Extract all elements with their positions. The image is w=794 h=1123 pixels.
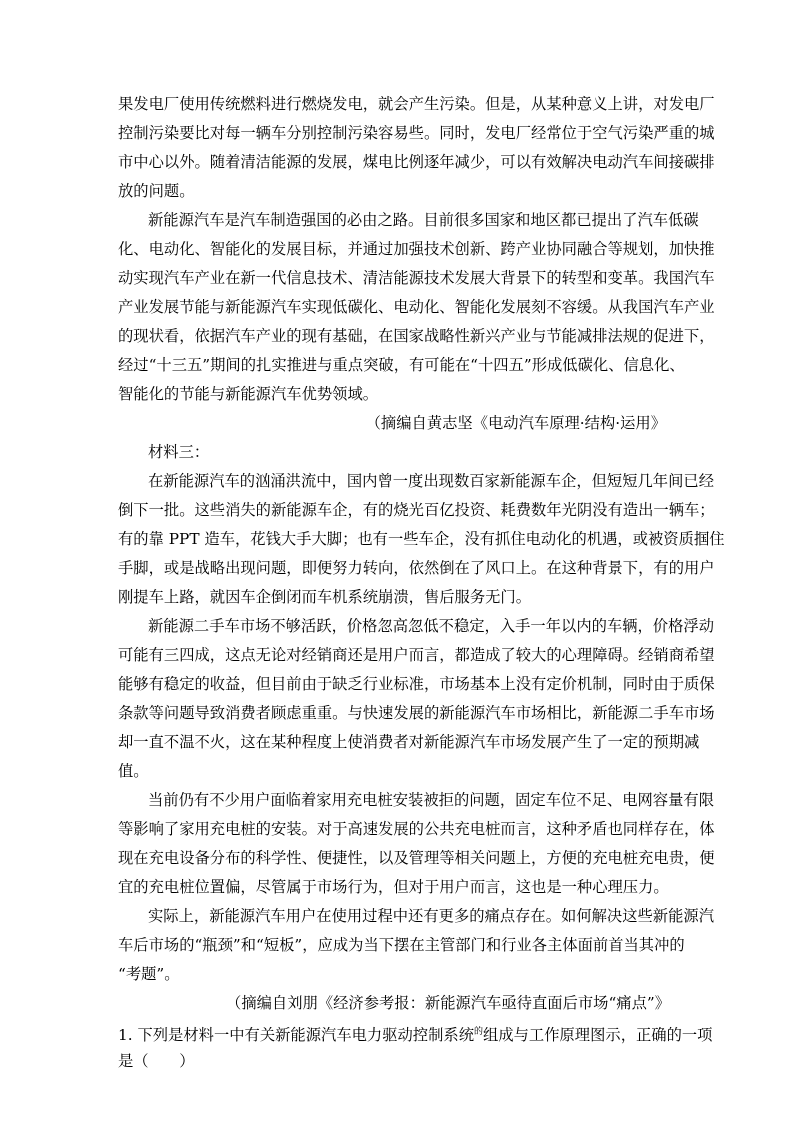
question-answer-blank: 是（ ） <box>118 1052 195 1070</box>
paragraph-first-line: 当前仍有不少用户面临着家用充电桩安装被拒的问题，固定车位不足、电网容量有限 <box>148 791 714 809</box>
text-line: 智能化的节能与新能源汽车优势领域。 <box>118 385 379 403</box>
question-text: 1. 下列是材料一中有关新能源汽车电力驱动控制系统 <box>118 1026 474 1044</box>
paragraph-first-line: 新能源二手车市场不够活跃，价格忽高忽低不稳定，入手一年以内的车辆，价格浮动 <box>148 617 714 635</box>
text-line: 化、电动化、智能化的发展目标，并通过加强技术创新、跨产业协同融合等规划，加快推 <box>118 240 715 258</box>
text-line: 刚提车上路，就因车企倒闭而车机系统崩溃，售后服务无门。 <box>118 588 532 606</box>
text-line: 产业发展节能与新能源汽车实现低碳化、电动化、智能化发展刻不容缓。从我国汽车产业 <box>118 298 715 316</box>
text-line: 控制污染要比对每一辆车分别控制污染容易些。同时，发电厂经常位于空气污染严重的城 <box>118 124 715 142</box>
paragraph-first-line: 实际上，新能源汽车用户在使用过程中还有更多的痛点存在。如何解决这些新能源汽 <box>148 907 714 925</box>
section-heading: 材料三： <box>148 443 210 461</box>
text-line: 放的问题。 <box>118 182 195 200</box>
citation: （摘编自刘朋《经济参考报：新能源汽车亟待直面后市场“痛点”》 <box>226 994 670 1012</box>
text-line: 有的靠 PPT 造车，花钱大手大脚；也有一些车企，没有抓住电动化的机遇，或被资质掴住 <box>118 530 725 548</box>
text-line: 却一直不温不火，这在某种程度上使消费者对新能源汽车市场发展产生了一定的预期减 <box>118 733 700 751</box>
text-line: 的现状看，依据汽车产业的现有基础，在国家战略性新兴产业与节能减排法规的促进下， <box>118 327 715 345</box>
text-line: 倒下一批。这些消失的新能源车企，有的烧光百亿投资、耗费数年光阴没有造出一辆车； <box>118 501 715 519</box>
text-line: “考题”。 <box>118 965 180 983</box>
question-stem <box>118 1022 713 1045</box>
text-line: 宜的充电桩位置偏，尽管属于市场行为，但对于用户而言，这也是一种心理压力。 <box>118 878 669 896</box>
paragraph-first-line: 新能源汽车是汽车制造强国的必由之路。目前很多国家和地区都已提出了汽车低碳 <box>148 211 699 229</box>
text-line: 果发电厂使用传统燃料进行燃烧发电，就会产生污染。但是，从某种意义上讲，对发电厂 <box>118 95 715 113</box>
text-line: 动实现汽车产业在新一代信息技术、清洁能源技术发展大背景下的转型和变革。我国汽车 <box>118 269 715 287</box>
text-line: 经过“十三五”期间的扎实推进与重点突破，有可能在“十四五”形成低碳化、信息化、 <box>118 356 685 374</box>
text-line: 可能有三四成，这点无论对经销商还是用户而言，都造成了较大的心理障碍。经销商希望 <box>118 646 715 664</box>
text-line: 条款等问题导致消费者顾虑重重。与快速发展的新能源汽车市场相比，新能源二手车市场 <box>118 704 715 722</box>
text-line: 市中心以外。随着清洁能源的发展，煤电比例逐年减少，可以有效解决电动汽车间接碳排 <box>118 153 715 171</box>
text-line: 车后市场的“瓶颈”和“短板”，应成为当下摆在主管部门和行业各主体面前首当其冲的 <box>118 936 685 954</box>
question-superscript: 的 <box>474 1027 484 1037</box>
text-line: 现在充电设备分布的科学性、便捷性，以及管理等相关问题上，方便的充电桩充电贵，便 <box>118 849 715 867</box>
text-line: 能够有稳定的收益，但目前由于缺乏行业标准，市场基本上没有定价机制，同时由于质保 <box>118 675 715 693</box>
text-line: 等影响了家用充电桩的安装。对于高速发展的公共充电桩而言，这种矛盾也同样存在，体 <box>118 820 715 838</box>
text-line: 手脚，或是战略出现问题，即便努力转向，依然倒在了风口上。在这种背景下，有的用户 <box>118 559 715 577</box>
question-text: 组成与工作原理图示，正确的一项 <box>483 1026 713 1044</box>
text-line: 值。 <box>118 762 149 780</box>
citation: （摘编自黄志坚《电动汽车原理·结构·运用》 <box>365 414 666 432</box>
paragraph-first-line: 在新能源汽车的汹涌洪流中，国内曾一度出现数百家新能源车企，但短短几年间已经 <box>148 472 714 490</box>
